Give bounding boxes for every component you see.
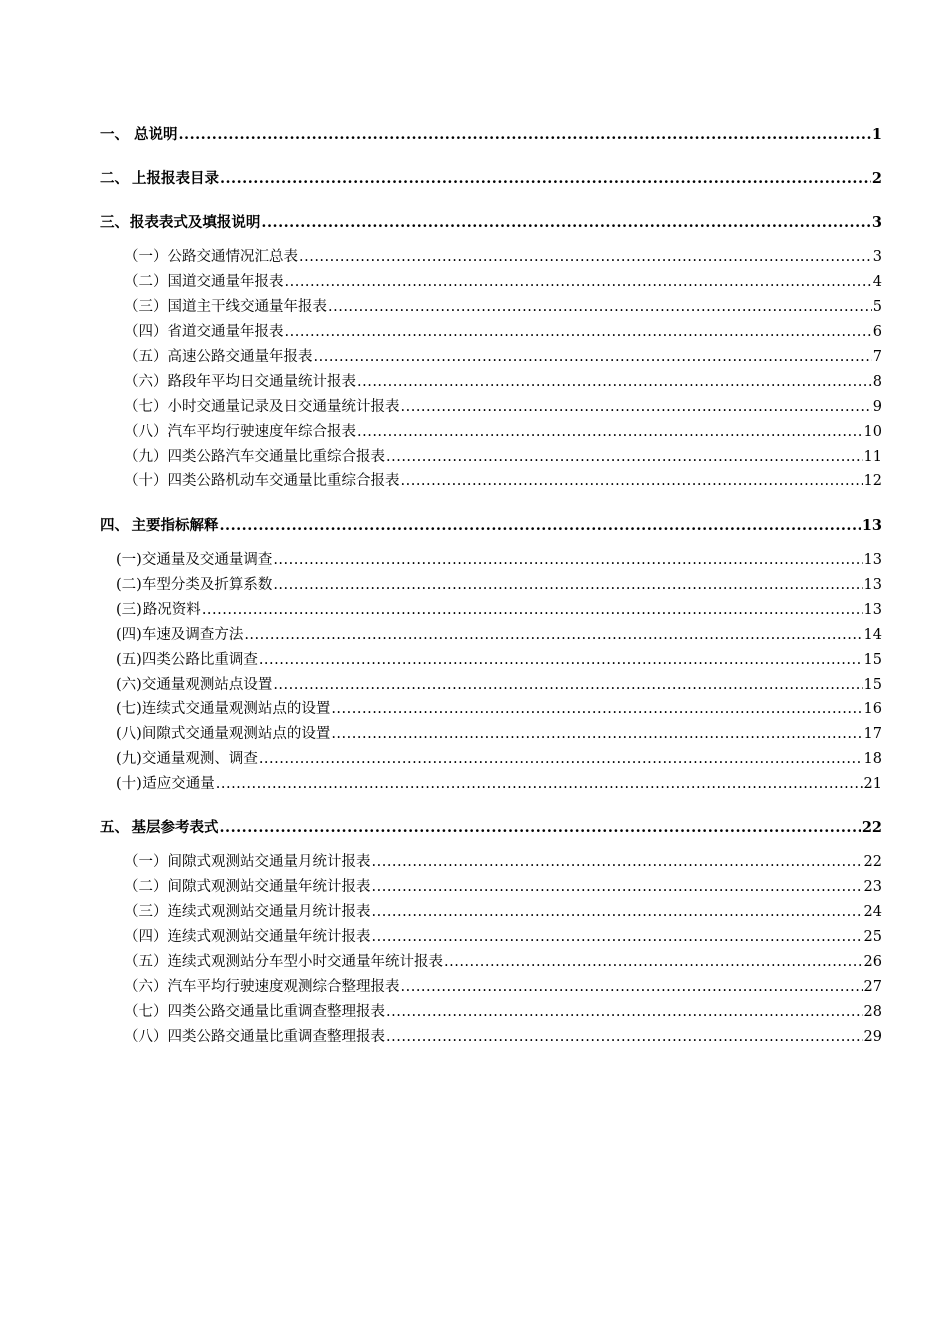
toc-title: 间隙式观测站交通量月统计报表	[167, 854, 371, 870]
dot-leader	[273, 552, 862, 568]
toc-entry[interactable]	[116, 722, 882, 743]
toc-number: （四）	[124, 929, 168, 945]
toc-page: 26	[863, 954, 882, 970]
toc-entry[interactable]	[124, 370, 882, 391]
toc-entry[interactable]	[116, 747, 882, 768]
toc-entry[interactable]	[124, 395, 882, 416]
toc-page: 1	[871, 126, 882, 143]
dot-leader	[219, 819, 860, 836]
dot-leader	[401, 399, 872, 415]
toc-number: (二)	[116, 577, 142, 593]
toc-title: 报表表式及填报说明	[129, 214, 261, 231]
dot-leader	[357, 424, 863, 440]
toc-number: 一、	[100, 126, 129, 143]
toc-page: 7	[872, 349, 882, 365]
toc-number: (七)	[116, 701, 142, 717]
dot-leader	[285, 324, 872, 340]
dot-leader	[219, 517, 860, 534]
toc-number: （七）	[124, 1004, 168, 1020]
dot-leader	[401, 473, 863, 489]
dot-leader	[401, 979, 863, 995]
toc-page: 12	[863, 473, 882, 489]
toc-title: 连续式观测站分车型小时交通量年统计报表	[167, 954, 443, 970]
dot-leader	[261, 214, 870, 231]
toc-page: 15	[863, 677, 882, 693]
toc-page: 13	[861, 517, 882, 534]
toc-title: 四类公路机动车交通量比重综合报表	[167, 473, 400, 489]
toc-number: （一）	[124, 249, 168, 265]
toc-entry[interactable]	[100, 514, 882, 535]
toc-page: 3	[871, 214, 882, 231]
toc-number: （六）	[124, 979, 168, 995]
toc-title: 四类公路汽车交通量比重综合报表	[167, 449, 385, 465]
dot-leader	[202, 602, 863, 618]
toc-entry[interactable]	[116, 648, 882, 669]
toc-page: 23	[863, 879, 882, 895]
toc-page: 4	[872, 274, 882, 290]
toc-title: 基层参考表式	[131, 819, 219, 836]
dot-leader	[372, 879, 863, 895]
dot-leader	[331, 726, 862, 742]
toc-entry[interactable]	[116, 772, 882, 793]
toc-page: 14	[863, 627, 882, 643]
dot-leader	[328, 299, 872, 315]
toc-title: 总说明	[133, 126, 178, 143]
toc-number: （二）	[124, 274, 168, 290]
dot-leader	[331, 701, 862, 717]
toc-page: 29	[863, 1029, 882, 1045]
toc-number: 三、	[100, 214, 129, 231]
toc-entry[interactable]	[100, 816, 882, 837]
toc-title: 交通量观测、调查	[141, 751, 258, 767]
toc-number: (八)	[116, 726, 142, 742]
toc-title: 车型分类及折算系数	[141, 577, 273, 593]
toc-entry[interactable]	[124, 900, 882, 921]
dot-leader	[386, 1004, 863, 1020]
toc-entry[interactable]	[116, 697, 882, 718]
toc-number: （四）	[124, 324, 168, 340]
toc-page: 11	[863, 449, 882, 465]
toc-number: 二、	[100, 170, 129, 187]
dot-leader	[372, 854, 863, 870]
toc-page: 22	[861, 819, 882, 836]
toc-page: 15	[863, 652, 882, 668]
toc-title: 连续式观测站交通量月统计报表	[167, 904, 371, 920]
toc-title: 高速公路交通量年报表	[167, 349, 313, 365]
toc-number: （六）	[124, 374, 168, 390]
toc-page: 25	[863, 929, 882, 945]
toc-title: 四类公路交通量比重调查整理报表	[167, 1004, 385, 1020]
dot-leader	[314, 349, 872, 365]
toc-number: （八）	[124, 424, 168, 440]
toc-entry[interactable]	[124, 975, 882, 996]
toc-page: 27	[863, 979, 882, 995]
dot-leader	[444, 954, 863, 970]
toc-page: 2	[871, 170, 882, 187]
toc-number: (五)	[116, 652, 142, 668]
dot-leader	[372, 929, 863, 945]
toc-title: 连续式交通量观测站点的设置	[141, 701, 331, 717]
dot-leader	[244, 627, 862, 643]
dot-leader	[259, 751, 863, 767]
dot-leader	[273, 577, 862, 593]
toc-entry[interactable]	[116, 673, 882, 694]
toc-number: 四、	[100, 517, 129, 534]
toc-entry[interactable]	[116, 623, 882, 644]
toc-title: 路段年平均日交通量统计报表	[167, 374, 356, 390]
dot-leader	[386, 449, 863, 465]
toc-number: (四)	[116, 627, 142, 643]
toc-title: 连续式观测站交通量年统计报表	[167, 929, 371, 945]
toc-page: 18	[863, 751, 882, 767]
toc-title: 汽车平均行驶速度年综合报表	[167, 424, 356, 440]
toc-page: 28	[863, 1004, 882, 1020]
toc-page: 13	[863, 602, 882, 618]
toc-page: 16	[863, 701, 882, 717]
toc-entry[interactable]	[124, 445, 882, 466]
toc-title: 汽车平均行驶速度观测综合整理报表	[167, 979, 400, 995]
toc-page: 22	[863, 854, 882, 870]
toc-title: 交通量及交通量调查	[141, 552, 273, 568]
toc-title: 省道交通量年报表	[167, 324, 284, 340]
toc-number: （二）	[124, 879, 168, 895]
toc-page: 10	[863, 424, 882, 440]
toc-entry[interactable]	[124, 345, 882, 366]
toc-entry[interactable]	[124, 270, 882, 291]
dot-leader	[216, 776, 863, 792]
toc-page: 13	[863, 577, 882, 593]
toc-page: 13	[863, 552, 882, 568]
toc-entry[interactable]	[124, 295, 882, 316]
toc-number: (九)	[116, 751, 142, 767]
toc-entry[interactable]	[124, 245, 882, 266]
toc-page: 6	[872, 324, 882, 340]
toc-title: 国道主干线交通量年报表	[167, 299, 327, 315]
toc-entry[interactable]	[124, 420, 882, 441]
toc-title: 四类公路交通量比重调查整理报表	[167, 1029, 385, 1045]
toc-title: 上报报表目录	[131, 170, 219, 187]
toc-page: 24	[863, 904, 882, 920]
toc-number: (六)	[116, 677, 142, 693]
dot-leader	[285, 274, 872, 290]
toc-number: （五）	[124, 349, 168, 365]
toc-title: 四类公路比重调查	[141, 652, 258, 668]
toc-entry[interactable]	[124, 850, 882, 871]
toc-entry[interactable]	[124, 925, 882, 946]
toc-title: 路况资料	[142, 602, 201, 618]
toc-title: 间隙式观测站交通量年统计报表	[167, 879, 371, 895]
dot-leader	[386, 1029, 863, 1045]
toc-title: 间隙式交通量观测站点的设置	[141, 726, 331, 742]
toc-entry[interactable]	[116, 573, 882, 594]
dot-leader	[357, 374, 872, 390]
toc-page: 5	[872, 299, 882, 315]
toc-entry[interactable]	[100, 123, 882, 144]
toc-number: （三）	[124, 299, 168, 315]
toc-title: 交通量观测站点设置	[141, 677, 273, 693]
toc-number: (十)	[116, 776, 142, 792]
toc-number: 五、	[100, 819, 129, 836]
toc-page: 8	[872, 374, 882, 390]
toc-number: （十）	[124, 473, 168, 489]
toc-entry[interactable]	[116, 598, 882, 619]
toc-title: 国道交通量年报表	[167, 274, 284, 290]
dot-leader	[299, 249, 872, 265]
toc-entry[interactable]	[124, 950, 882, 971]
toc-number: (一)	[116, 552, 142, 568]
toc-entry[interactable]	[100, 167, 882, 188]
toc-entry[interactable]	[124, 875, 882, 896]
toc-number: （七）	[124, 399, 168, 415]
toc-title: 主要指标解释	[131, 517, 219, 534]
toc-number: （一）	[124, 854, 168, 870]
toc-number: (三)	[116, 602, 142, 618]
dot-leader	[273, 677, 862, 693]
toc-number: （八）	[124, 1029, 168, 1045]
toc-page: 21	[863, 776, 882, 792]
toc-number: （三）	[124, 904, 168, 920]
dot-leader	[220, 170, 871, 187]
dot-leader	[178, 126, 870, 143]
toc-page: 9	[872, 399, 882, 415]
toc-entry[interactable]	[124, 469, 882, 490]
toc-entry[interactable]	[124, 320, 882, 341]
toc-page: 3	[872, 249, 882, 265]
toc-entry[interactable]	[124, 1025, 882, 1046]
toc-title: 车速及调查方法	[141, 627, 244, 643]
dot-leader	[372, 904, 863, 920]
toc-entry[interactable]	[116, 548, 882, 569]
toc-title: 适应交通量	[142, 776, 215, 792]
toc-entry[interactable]	[124, 1000, 882, 1021]
toc-number: （九）	[124, 449, 168, 465]
toc-title: 小时交通量记录及日交通量统计报表	[167, 399, 400, 415]
dot-leader	[259, 652, 863, 668]
toc-page: 17	[863, 726, 882, 742]
toc-number: （五）	[124, 954, 168, 970]
toc-entry[interactable]	[100, 211, 882, 232]
toc-title: 公路交通情况汇总表	[167, 249, 298, 265]
